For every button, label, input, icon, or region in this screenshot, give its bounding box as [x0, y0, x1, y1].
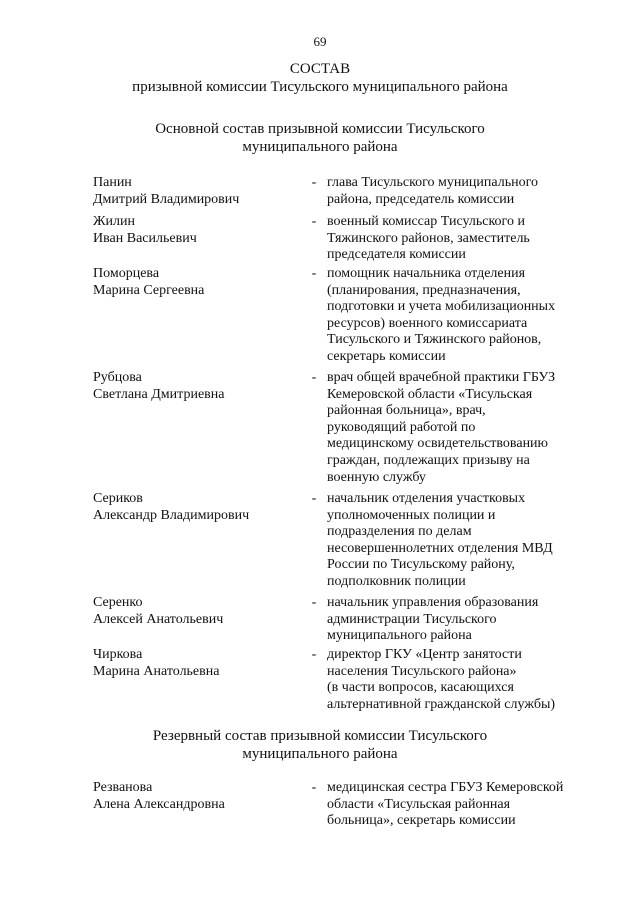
member-entry	[0, 175, 640, 214]
member-surname: Панин	[93, 175, 132, 190]
dash-separator: -	[311, 595, 317, 610]
role-line: (в части вопросов, касающихся	[327, 680, 514, 696]
member-entry	[0, 780, 640, 832]
role-line: ресурсов) военного комиссариата	[327, 315, 528, 331]
role-line: России по Тисульскому району,	[327, 557, 515, 573]
dash-separator: -	[311, 214, 317, 229]
role-line: уполномоченных полиции и	[327, 507, 496, 523]
role-line: военную службу	[327, 469, 426, 485]
member-name	[93, 647, 303, 680]
role-line: несовершеннолетних отделения МВД	[327, 540, 553, 556]
reserve-section-heading	[0, 727, 640, 763]
member-name	[93, 491, 303, 524]
reserve-members-list	[0, 780, 640, 832]
member-surname: Сериков	[93, 491, 143, 506]
member-entry	[0, 370, 640, 491]
member-entry	[0, 266, 640, 370]
title-subheading: призывной комиссии Тисульского муниципального района	[132, 79, 508, 95]
dash-separator: -	[311, 370, 317, 385]
reserve-section-heading-line1: Резервный состав призывной комиссии Тисульского	[152, 728, 488, 744]
role-line: района, председатель комиссии	[327, 191, 515, 207]
member-role	[327, 647, 579, 713]
member-given-names: Алена Александровна	[93, 796, 225, 812]
role-line: военный комиссар Тисульского и	[327, 214, 525, 229]
member-given-names: Иван Васильевич	[93, 230, 197, 246]
member-role	[327, 175, 579, 208]
member-given-names: Александр Владимирович	[93, 507, 250, 523]
role-line: начальник отделения участковых	[327, 491, 526, 506]
member-name	[93, 780, 303, 813]
role-line: Кемеровской области «Тисульская	[327, 386, 533, 402]
member-given-names: Марина Анатольевна	[93, 663, 220, 679]
dash-separator: -	[311, 175, 317, 190]
member-entry	[0, 214, 640, 266]
member-entry	[0, 491, 640, 595]
main-section-heading-line2: муниципального района	[242, 139, 398, 155]
dash-separator: -	[311, 780, 317, 795]
role-line: области «Тисульская районная	[327, 796, 511, 812]
member-role	[327, 595, 579, 645]
role-line: врач общей врачебной практики ГБУЗ	[327, 370, 556, 385]
page-number: 69	[313, 34, 327, 49]
title-heading: СОСТАВ	[289, 61, 351, 77]
role-line: подполковник полиции	[327, 573, 466, 589]
member-surname: Поморцева	[93, 266, 160, 281]
member-surname: Серенко	[93, 595, 143, 610]
role-line: начальник управления образования	[327, 595, 539, 610]
role-line: подготовки и учета мобилизационных	[327, 299, 556, 315]
role-line: Тяжинского районов, заместитель	[327, 230, 530, 246]
member-name	[93, 214, 303, 247]
main-members-list	[0, 175, 640, 717]
role-line: председателя комиссии	[327, 247, 466, 263]
role-line: Тисульского и Тяжинского районов,	[327, 332, 542, 348]
role-line: граждан, подлежащих призыву на	[327, 452, 530, 468]
role-line: населения Тисульского района»	[327, 663, 517, 679]
dash-separator: -	[311, 266, 317, 281]
role-line: глава Тисульского муниципального	[327, 175, 538, 190]
member-surname: Чиркова	[93, 647, 143, 662]
dash-separator: -	[311, 647, 317, 662]
role-line: подразделения по делам	[327, 524, 472, 540]
member-given-names: Дмитрий Владимирович	[93, 191, 240, 207]
member-role	[327, 780, 579, 830]
role-line: альтернативной гражданской службы)	[327, 696, 556, 712]
member-name	[93, 595, 303, 628]
member-role	[327, 266, 579, 366]
role-line: руководящий работой по	[327, 419, 476, 435]
member-given-names: Алексей Анатольевич	[93, 611, 224, 627]
member-role	[327, 370, 579, 486]
role-line: (планирования, предназначения,	[327, 282, 521, 298]
role-line: секретарь комиссии	[327, 348, 446, 364]
role-line: медицинскому освидетельствованию	[327, 436, 549, 452]
member-surname: Резванова	[93, 780, 153, 795]
member-entry	[0, 595, 640, 647]
role-line: районная больница», врач,	[327, 403, 486, 419]
member-given-names: Светлана Дмитриевна	[93, 386, 225, 402]
role-line: помощник начальника отделения	[327, 266, 526, 281]
member-entry	[0, 647, 640, 717]
member-name	[93, 175, 303, 208]
member-surname: Жилин	[93, 214, 136, 229]
role-line: директор ГКУ «Центр занятости	[327, 647, 522, 662]
role-line: муниципального района	[327, 628, 472, 644]
member-name	[93, 266, 303, 299]
document-title	[0, 60, 640, 96]
member-given-names: Марина Сергеевна	[93, 282, 205, 298]
member-surname: Рубцова	[93, 370, 142, 385]
member-name	[93, 370, 303, 403]
dash-separator: -	[311, 491, 317, 506]
member-role	[327, 214, 579, 264]
role-line: администрации Тисульского	[327, 611, 497, 627]
main-section-heading-line1: Основной состав призывной комиссии Тисульского	[155, 121, 485, 137]
main-section-heading	[0, 120, 640, 156]
reserve-section-heading-line2: муниципального района	[242, 746, 398, 762]
role-line: больница», секретарь комиссии	[327, 813, 516, 829]
member-role	[327, 491, 579, 591]
role-line: медицинская сестра ГБУЗ Кемеровской	[327, 780, 564, 795]
